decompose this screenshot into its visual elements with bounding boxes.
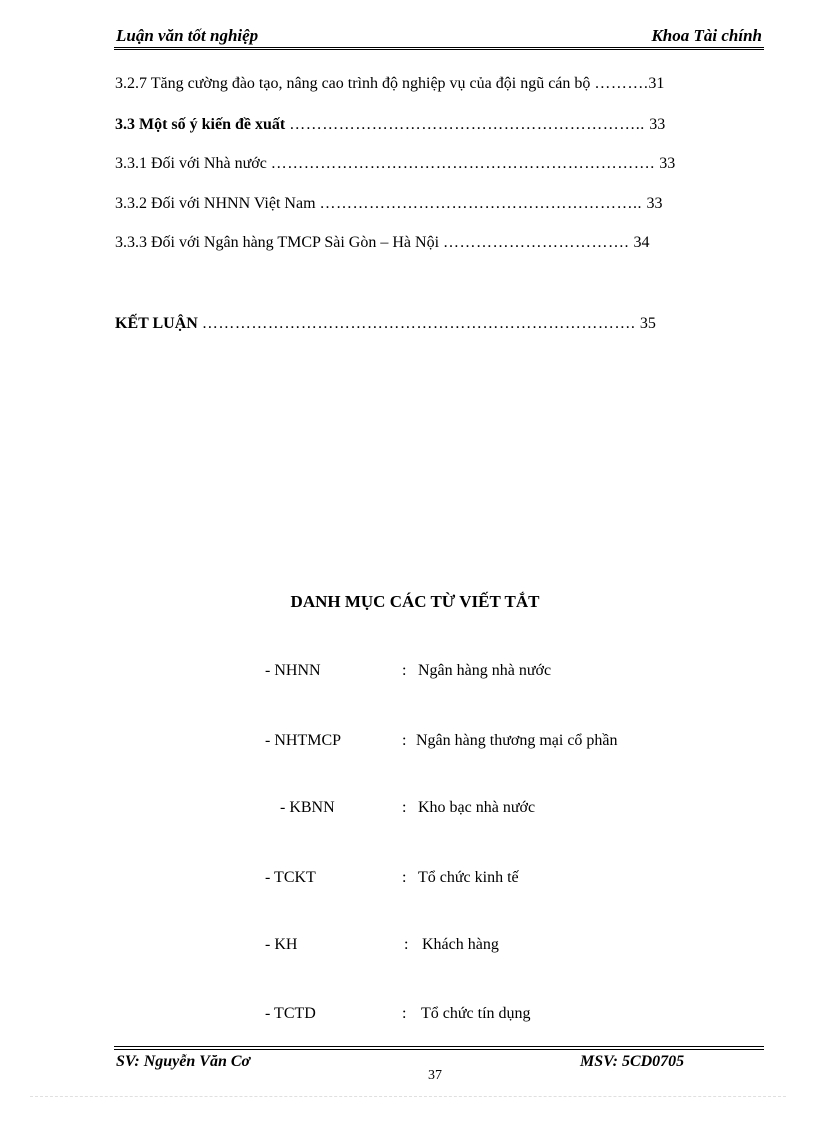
abbreviation-separator: : [402, 799, 407, 816]
abbreviation-separator: : [402, 1005, 407, 1022]
header-rule [114, 49, 764, 50]
header-thesis-label: Luận văn tốt nghiệp [116, 26, 259, 45]
toc-leader-dots: ……………………………………………………………………. [201, 315, 640, 332]
page-edge-divider [30, 1096, 786, 1097]
toc-entry-title: 3.3.2 Đối với NHNN Việt Nam [115, 195, 320, 212]
abbreviation-term: - KH [265, 936, 298, 953]
abbreviation-meaning: Khách hàng [422, 936, 499, 953]
toc-entry-3-3-2 [115, 194, 663, 214]
toc-page-number: 33 [649, 116, 666, 133]
toc-entry-title: 3.3.3 Đối với Ngân hàng TMCP Sài Gòn – Hà Nội [115, 234, 444, 251]
header-rule [114, 47, 764, 48]
abbreviation-term: - NHTMCP [265, 732, 342, 749]
footer-student-name: SV: Nguyễn Văn Cơ [116, 1053, 251, 1070]
abbreviation-term: - NHNN [265, 662, 321, 679]
toc-page-number: 34 [633, 234, 650, 251]
page-header [114, 26, 764, 50]
abbreviation-term: - TCTD [265, 1005, 316, 1022]
toc-entry-title: KẾT LUẬN [115, 315, 202, 332]
abbreviation-separator: : [402, 732, 407, 749]
footer-student-id: MSV: 5CD0705 [580, 1053, 685, 1070]
toc-page-number: 33 [646, 195, 663, 212]
toc-entry-3-3-1 [115, 154, 675, 174]
toc-leader-dots: ……………………………………………………………. [270, 155, 660, 172]
toc-entry-3-3 [115, 115, 665, 135]
abbreviation-meaning: Kho bạc nhà nước [418, 799, 536, 816]
toc-entry-title: 3.2.7 Tăng cường đào tạo, nâng cao trình độ nghiệp vụ của đội ngũ cán bộ [115, 75, 595, 92]
abbreviation-meaning: Tổ chức kinh tế [418, 869, 519, 886]
header-faculty-label: Khoa Tài chính [651, 26, 762, 45]
abbreviation-meaning: Tổ chức tín dụng [421, 1005, 531, 1022]
abbreviation-separator: : [404, 936, 409, 953]
toc-entry-title: 3.3.1 Đối với Nhà nước [115, 155, 271, 172]
toc-entry-3-2-7 [115, 74, 664, 94]
toc-leader-dots: ……………………………. [443, 234, 634, 251]
abbreviation-separator: : [402, 869, 407, 886]
abbreviation-term: - KBNN [280, 799, 335, 816]
abbreviations-title: DANH MỤC CÁC TỪ VIẾT TẮT [290, 592, 540, 611]
toc-leader-dots: ………………………………………………….. [319, 195, 647, 212]
abbreviation-separator: : [402, 662, 407, 679]
toc-page-number: 35 [639, 315, 656, 332]
toc-leader-dots: ………. [594, 75, 649, 92]
footer-rule [114, 1046, 764, 1047]
abbreviation-term: - TCKT [265, 869, 316, 886]
toc-entry-3-3-3 [115, 233, 650, 253]
toc-page-number: 33 [659, 155, 676, 172]
footer-rule [114, 1049, 764, 1050]
page-number: 37 [428, 1068, 442, 1083]
abbreviation-meaning: Ngân hàng nhà nước [418, 662, 552, 679]
toc-page-number: 31 [648, 75, 665, 92]
toc-leader-dots: ……………………………………………………….. [289, 116, 650, 133]
toc-entry-ket-luan [115, 314, 656, 334]
abbreviation-meaning: Ngân hàng thương mại cổ phần [416, 732, 618, 749]
toc-entry-title: 3.3 Một số ý kiến đề xuất [115, 116, 290, 133]
